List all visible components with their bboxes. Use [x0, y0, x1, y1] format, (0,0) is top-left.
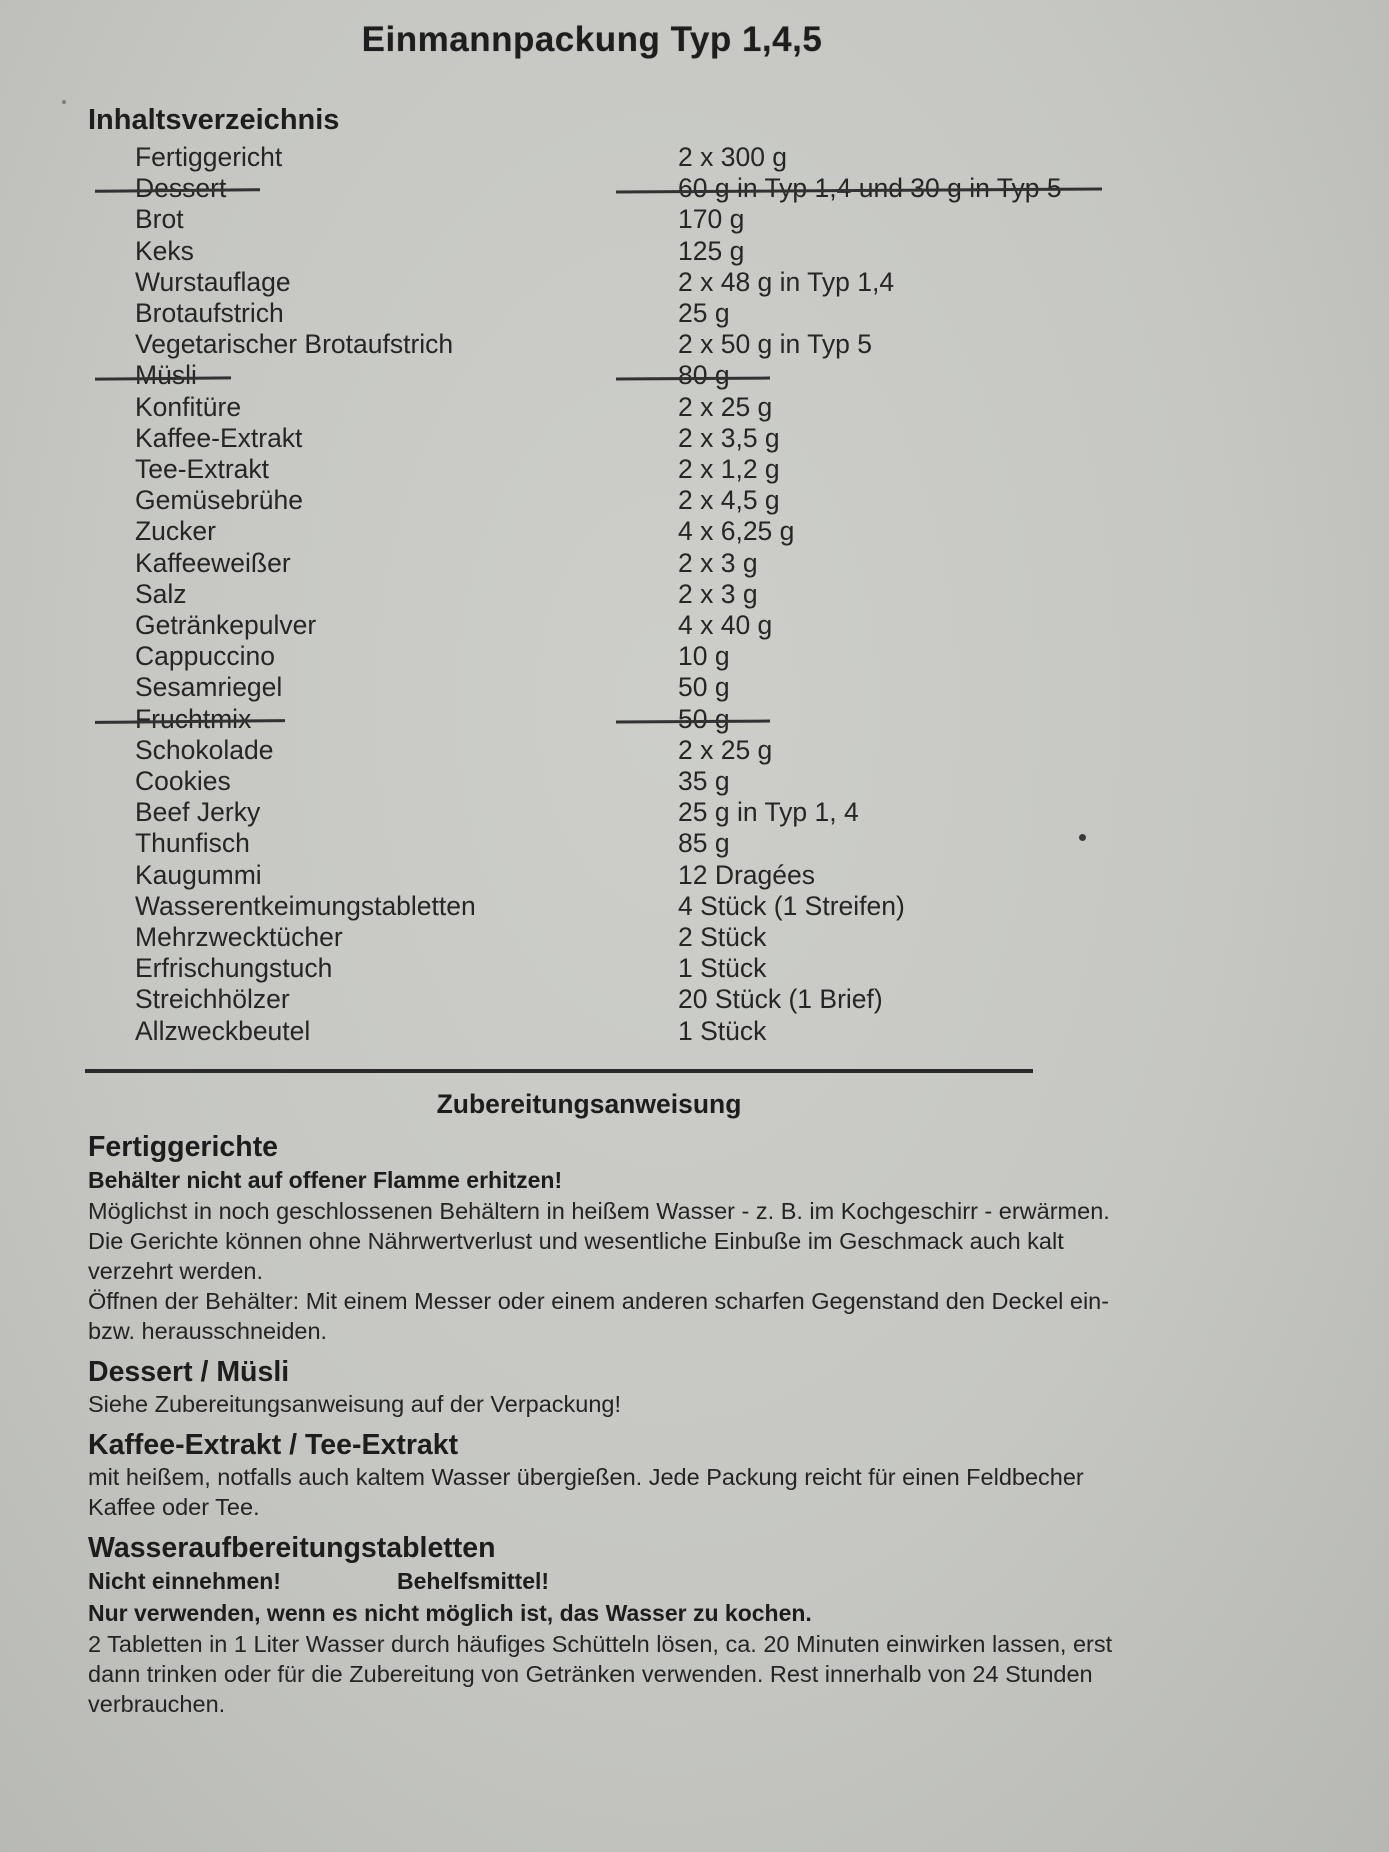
- contents-section: [88, 104, 1389, 1047]
- item-label: Thunfisch: [135, 828, 250, 859]
- contents-row: [88, 672, 1389, 703]
- contents-row: [88, 860, 1389, 891]
- section-paragraph: Öffnen der Behälter: Mit einem Messer oder einem anderen scharfen Gegenstand den Deckel ein- bzw. herausschneiden.: [88, 1287, 1110, 1344]
- item-value: 2 x 3 g: [678, 578, 758, 609]
- section-paragraph: Nicht einnehmen! Behelfsmittel!: [88, 1565, 1150, 1597]
- instruction-section: [88, 1130, 1150, 1346]
- contents-row: [88, 641, 1389, 672]
- item-value: 4 Stück (1 Streifen): [678, 890, 905, 921]
- contents-row: [88, 579, 1389, 610]
- item-value: 4 x 40 g: [678, 610, 773, 641]
- item-label: Kaugummi: [135, 859, 262, 890]
- section-paragraph: Die Gerichte können ohne Nährwertverlust und wesentliche Einbuße im Geschmack auch kalt verzehrt werden.: [88, 1227, 1064, 1284]
- instruction-sections: [88, 1130, 1150, 1719]
- item-value: 2 x 50 g in Typ 5: [678, 329, 872, 360]
- item-label: Allzweckbeutel: [135, 1015, 311, 1046]
- item-label: Dessert: [135, 173, 227, 204]
- item-value: 1 Stück: [678, 953, 767, 984]
- section-paragraph: Siehe Zubereitungsanweisung auf der Verpackung!: [88, 1390, 622, 1417]
- item-label: Sesamriegel: [135, 672, 283, 703]
- item-label: Cookies: [135, 766, 231, 797]
- item-label: Brotaufstrich: [135, 298, 284, 329]
- item-label: Kaffee-Extrakt: [135, 422, 303, 453]
- instructions-section: [88, 1089, 1150, 1719]
- item-label: Getränkepulver: [135, 610, 317, 641]
- section-paragraph: Behälter nicht auf offener Flamme erhitzen!: [88, 1166, 563, 1193]
- item-value: 25 g in Typ 1, 4: [678, 797, 859, 828]
- contents-row: [88, 1016, 1389, 1047]
- item-value: 2 x 3 g: [678, 547, 758, 578]
- section-paragraph: Nur verwenden, wenn es nicht möglich ist, das Wasser zu kochen.: [88, 1599, 812, 1626]
- item-label: Kaffeeweißer: [135, 547, 291, 578]
- ink-speck: [1079, 834, 1086, 841]
- section-paragraph: 2 Tabletten in 1 Liter Wasser durch häufiges Schütteln lösen, ca. 20 Minuten einwirken lassen, erst dann trinken oder für die Zubereitung von Getränken verwenden. Rest innerhalb von 24 Stunden verbrauchen.: [88, 1630, 1113, 1717]
- item-value: 125 g: [678, 235, 745, 266]
- contents-row: [88, 953, 1389, 984]
- item-value: 4 x 6,25 g: [678, 516, 795, 547]
- item-label: Gemüsebrühe: [135, 485, 303, 516]
- item-label: Müsli: [135, 360, 197, 391]
- contents-row: [88, 828, 1389, 859]
- contents-row: [88, 236, 1389, 267]
- item-label: Keks: [135, 235, 194, 266]
- instructions-heading: Zubereitungsanweisung: [436, 1088, 742, 1119]
- item-value: 2 x 3,5 g: [678, 422, 780, 453]
- contents-row: [88, 548, 1389, 579]
- section-divider: [85, 1069, 1033, 1073]
- item-value: 50 g: [678, 672, 730, 703]
- item-label: Vegetarischer Brotaufstrich: [135, 329, 454, 360]
- item-label: Konfitüre: [135, 391, 242, 422]
- item-value: 2 x 48 g in Typ 1,4: [678, 266, 895, 297]
- section-paragraph-secondary: Behelfsmittel!: [396, 1567, 550, 1594]
- contents-row: [88, 298, 1389, 329]
- item-label: Mehrzwecktücher: [135, 922, 343, 953]
- item-label: Salz: [135, 578, 187, 609]
- contents-row: [88, 329, 1389, 360]
- item-value: 2 x 25 g: [678, 391, 773, 422]
- contents-row: [88, 485, 1389, 516]
- contents-row: [88, 891, 1389, 922]
- contents-row: [88, 766, 1389, 797]
- ink-speck: [62, 100, 66, 104]
- section-title: Fertiggerichte: [88, 1130, 279, 1163]
- item-label: Brot: [135, 204, 184, 235]
- contents-row: [88, 423, 1389, 454]
- contents-row: [88, 704, 1389, 735]
- item-value: 85 g: [678, 828, 730, 859]
- item-value: 2 x 4,5 g: [678, 485, 780, 516]
- item-label: Wurstauflage: [135, 266, 291, 297]
- item-value: 12 Dragées: [678, 859, 816, 890]
- item-value: 20 Stück (1 Brief): [678, 984, 883, 1015]
- item-value: 10 g: [678, 641, 730, 672]
- item-label: Fertiggericht: [135, 142, 283, 172]
- item-label: Fruchtmix: [135, 703, 252, 734]
- item-value: 1 Stück: [678, 1015, 767, 1046]
- instruction-section: [88, 1355, 1150, 1419]
- item-value: 2 x 300 g: [678, 142, 788, 172]
- contents-row: [88, 454, 1389, 485]
- contents-row: [88, 922, 1389, 953]
- section-paragraph: mit heißem, notfalls auch kaltem Wasser übergießen. Jede Packung reicht für einen Feldbecher Kaffee oder Tee.: [88, 1463, 1084, 1520]
- item-value: 170 g: [678, 204, 745, 235]
- instruction-section: [88, 1428, 1150, 1522]
- item-value: 50 g: [678, 703, 730, 734]
- contents-row: [88, 267, 1389, 298]
- item-label: Cappuccino: [135, 641, 275, 672]
- section-paragraph: Möglichst in noch geschlossenen Behältern in heißem Wasser - z. B. im Kochgeschirr - erwärmen.: [88, 1197, 1110, 1224]
- contents-row: [88, 392, 1389, 423]
- contents-list: [88, 142, 1389, 1047]
- contents-row: [88, 797, 1389, 828]
- item-value: 2 x 1,2 g: [678, 454, 780, 485]
- item-value: 80 g: [678, 360, 730, 391]
- item-label: Streichhölzer: [135, 984, 290, 1015]
- item-value: 2 x 25 g: [678, 734, 773, 765]
- contents-row: [88, 204, 1389, 235]
- item-value: 25 g: [678, 298, 730, 329]
- document-title: Einmannpackung Typ 1,4,5: [361, 20, 823, 59]
- contents-row: [88, 516, 1389, 547]
- contents-row: [88, 735, 1389, 766]
- contents-row: [88, 360, 1389, 391]
- contents-row: [88, 984, 1389, 1015]
- item-label: Zucker: [135, 516, 216, 547]
- contents-heading: Inhaltsverzeichnis: [88, 104, 340, 136]
- item-value: 60 g in Typ 1,4 und 30 g in Typ 5: [678, 173, 1062, 204]
- contents-row: [88, 173, 1389, 204]
- item-label: Schokolade: [135, 734, 274, 765]
- contents-row: [88, 610, 1389, 641]
- contents-row: [88, 142, 1389, 173]
- item-value: 2 Stück: [678, 922, 767, 953]
- item-label: Wasserentkeimungstabletten: [135, 890, 476, 921]
- item-label: Tee-Extrakt: [135, 454, 270, 485]
- section-title: Dessert / Müsli: [88, 1355, 290, 1388]
- instruction-section: [88, 1531, 1150, 1719]
- item-label: Beef Jerky: [135, 797, 261, 828]
- item-value: 35 g: [678, 766, 730, 797]
- item-label: Erfrischungstuch: [135, 953, 333, 984]
- section-title: Wasseraufbereitungstabletten: [88, 1531, 496, 1564]
- section-title: Kaffee-Extrakt / Tee-Extrakt: [88, 1428, 459, 1461]
